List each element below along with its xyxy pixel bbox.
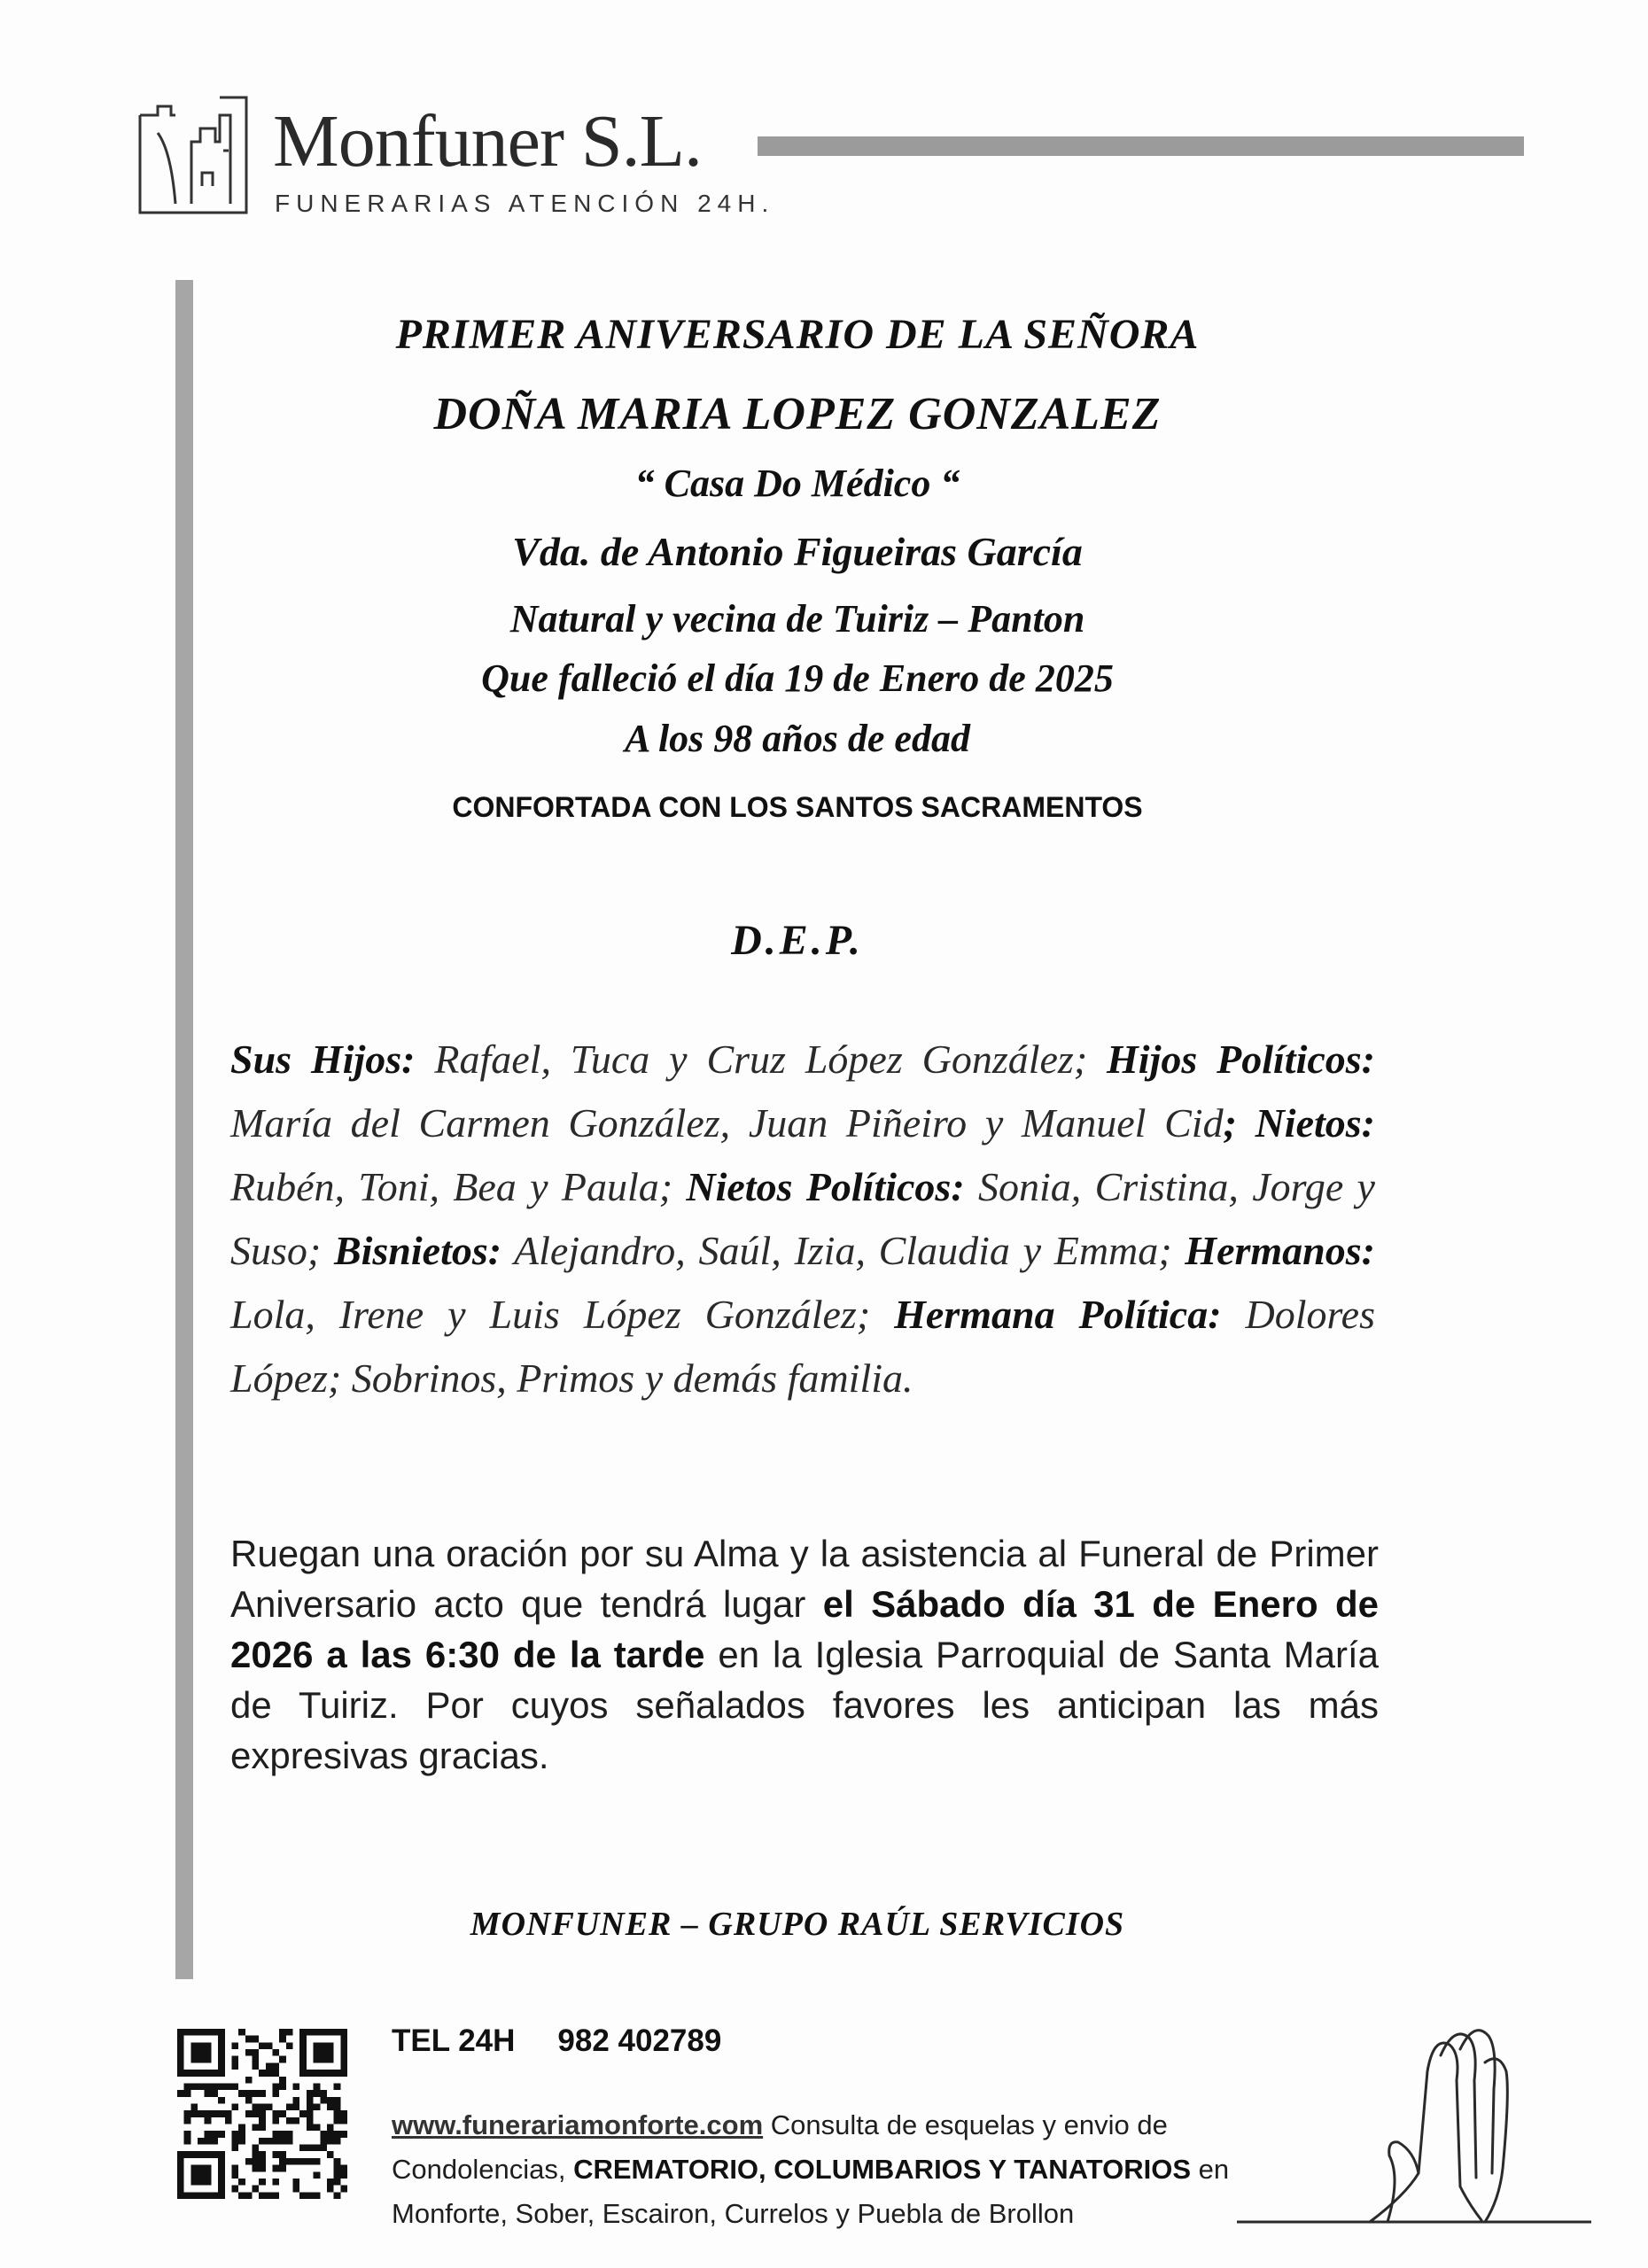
phone-label: TEL 24H xyxy=(392,2023,516,2058)
website-description: Consulta de esquelas y envio de Condolencias, xyxy=(392,2109,1168,2185)
vertical-divider xyxy=(175,280,193,1979)
family-names: Lola, Irene y Luis López González; xyxy=(230,1292,895,1337)
family-label: Bisnietos: xyxy=(333,1228,502,1273)
brand-tagline: FUNERARIAS ATENCIÓN 24H. xyxy=(275,190,775,217)
family-label: Hermanos: xyxy=(1185,1228,1375,1273)
widow-of: Vda. de Antonio Figueiras García xyxy=(512,529,1083,574)
family-label: Sus Hijos: xyxy=(230,1037,416,1082)
service-outro: en la Iglesia Parroquial de Santa María de Tuiriz. Por cuyos señalados favores les anticipan las más expresivas gracias. xyxy=(230,1634,1379,1776)
family-label: ; Nietos: xyxy=(1223,1100,1375,1146)
family-label: Nietos Políticos: xyxy=(686,1164,965,1209)
family-label: Hermana Política: xyxy=(894,1292,1222,1337)
signature: MONFUNER – GRUPO RAÚL SERVICIOS xyxy=(470,1906,1125,1943)
family-names: Rubén, Toni, Bea y Paula; xyxy=(230,1164,687,1209)
brand-name: Monfuner S.L. xyxy=(273,100,702,183)
age-at-death: A los 98 años de edad xyxy=(625,717,970,760)
praying-hands-icon xyxy=(1237,2009,1591,2233)
family-label: Hijos Políticos: xyxy=(1107,1037,1375,1082)
phone-line xyxy=(392,2023,721,2059)
origin: Natural y vecina de Tuiriz – Panton xyxy=(509,597,1085,641)
deceased-name: DOÑA MARIA LOPEZ GONZALEZ xyxy=(433,389,1162,439)
family-names: Rafael, Tuca y Cruz López González; xyxy=(415,1037,1108,1082)
website-link[interactable]: www.funerariamonforte.com xyxy=(392,2109,764,2140)
family-paragraph xyxy=(230,1028,1375,1410)
family-names: María del Carmen González, Juan Piñeiro y Manuel Cid xyxy=(230,1100,1224,1146)
qr-code-icon[interactable] xyxy=(177,2029,347,2199)
phone-number[interactable]: 982 402789 xyxy=(557,2023,722,2058)
sacraments-note: CONFORTADA CON LOS SANTOS SACRAMENTOS xyxy=(452,791,1143,823)
notice-title: PRIMER ANIVERSARIO DE LA SEÑORA xyxy=(395,311,1200,358)
service-datetime: el Sábado día 31 de Enero de 2026 a las 6:30 de la tarde xyxy=(230,1583,1379,1675)
family-names: Sonia, Cristina, Jorge y Suso; xyxy=(230,1164,1375,1273)
family-names: Dolores López; Sobrinos, Primos y demás familia. xyxy=(230,1292,1375,1401)
family-names: Alejandro, Saúl, Izia, Claudia y Emma; xyxy=(501,1228,1185,1273)
service-intro: Ruegan una oración por su Alma y la asistencia al Funeral de Primer Aniversario acto que tendrá lugar xyxy=(230,1533,1379,1625)
rip-abbreviation: D.E.P. xyxy=(731,917,864,964)
monfuner-logo-icon xyxy=(131,89,255,220)
service-paragraph xyxy=(230,1528,1379,1781)
contact-info xyxy=(392,2103,1349,2236)
death-date: Que falleció el día 19 de Enero de 2025 xyxy=(481,656,1114,700)
header-divider xyxy=(758,136,1524,156)
services-list: CREMATORIO, COLUMBARIOS Y TANATORIOS xyxy=(573,2154,1192,2185)
locations-list: en Monforte, Sober, Escairon, Currelos y Puebla de Brollon xyxy=(392,2154,1230,2229)
house-nickname: “ Casa Do Médico “ xyxy=(634,462,960,505)
